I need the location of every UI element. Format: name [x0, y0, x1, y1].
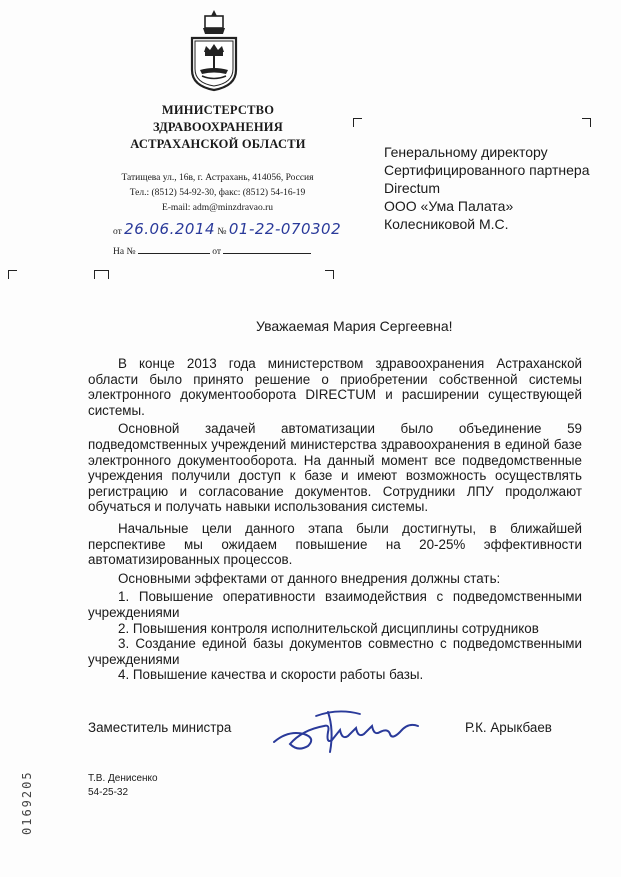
corner-mark-mid-right — [100, 270, 109, 279]
reply-label: На № — [113, 247, 136, 257]
recipient-line-4: ООО «Ума Палата» — [384, 198, 514, 214]
corner-mark-left — [8, 270, 17, 279]
reply-from-label: от — [212, 247, 222, 257]
number-label: № — [217, 227, 227, 237]
reply-line — [113, 243, 311, 257]
executor-phone: 54-25-32 — [88, 787, 129, 798]
recipient-line-3: Directum — [384, 180, 441, 196]
list-item: 1. Повышение оперативности взаимодействия с подведомственными учреждениями — [88, 589, 582, 620]
registration-number: 01-22-070302 — [228, 220, 342, 238]
registration-line — [113, 220, 341, 238]
ministry-line-1: МИНИСТЕРСТВО — [161, 103, 275, 117]
ministry-line-2: ЗДРАВООХРАНЕНИЯ — [153, 120, 283, 134]
signer-name: Р.К. Арыкбаев — [465, 720, 552, 735]
recipient-block — [384, 143, 590, 233]
recipient-line-1: Генеральному директору — [384, 144, 548, 160]
corner-mark-top-right — [582, 118, 591, 127]
recipient-line-5: Колесниковой М.С. — [384, 216, 509, 232]
phone-fax: Тел.: (8512) 54-92-30, факс: (8512) 54-16-19 — [129, 188, 306, 198]
salutation: Уважаемая Мария Сергеевна! — [256, 318, 453, 334]
corner-mark-right — [325, 270, 334, 279]
paragraph: Основными эффектами от данного внедрения должны стать: — [118, 570, 501, 586]
ministry-contacts — [110, 171, 325, 216]
email: E-mail: adm@minzdravao.ru — [161, 203, 274, 213]
paragraph: Основной задачей автоматизации было объединение 59 подведомственных учреждений министерства здравоохранения в единой базе электронного документооборота. На данный момент все подведомственные учреждения получили доступ к базе и имеют возможность осуществлять регистрацию и согласование документов. Сотрудники ЛПУ продолжают обучаться и получать навыки использования системы. — [88, 421, 582, 515]
registration-date: 26.06.2014 — [124, 220, 216, 238]
signer-title: Заместитель министра — [88, 720, 232, 735]
paragraph: Начальные цели данного этапа были достигнуты, в ближайшей перспективе мы ожидаем повышение на 20-25% эффективности автоматизированных процессов. — [88, 520, 582, 568]
list-item: 3. Создание единой базы документов совместно с подведомственными учреждениями — [88, 636, 582, 667]
address: Татищева ул., 16в, г. Астрахань, 414056, Россия — [121, 173, 314, 183]
corner-mark-top-left — [353, 118, 362, 127]
serial-number: 0169205 — [20, 770, 34, 835]
from-label: от — [113, 227, 122, 237]
list-item: 4. Повышение качества и скорости работы базы. — [118, 667, 424, 683]
letter-body — [88, 356, 582, 683]
reply-date-blank — [223, 243, 311, 254]
ministry-line-3: АСТРАХАНСКОЙ ОБЛАСТИ — [130, 137, 306, 151]
reply-number-blank — [138, 243, 210, 254]
serial-number-stamp — [20, 745, 34, 835]
handwritten-signature — [268, 700, 438, 760]
ministry-title — [128, 102, 308, 153]
list-item: 2. Повышения контроля исполнительской дисциплины сотрудников — [118, 620, 539, 636]
executor-name: Т.В. Денисенко — [88, 773, 158, 784]
paragraph: В конце 2013 года министерством здравоохранения Астраханской области было принято решение о приобретении собственной системы электронного документооборота DIRECTUM и расширении существующей системы. — [88, 356, 582, 418]
executor-block — [88, 772, 158, 800]
astrakhan-coat-of-arms-icon — [188, 8, 240, 92]
recipient-line-2: Сертифицированного партнера — [384, 162, 590, 178]
